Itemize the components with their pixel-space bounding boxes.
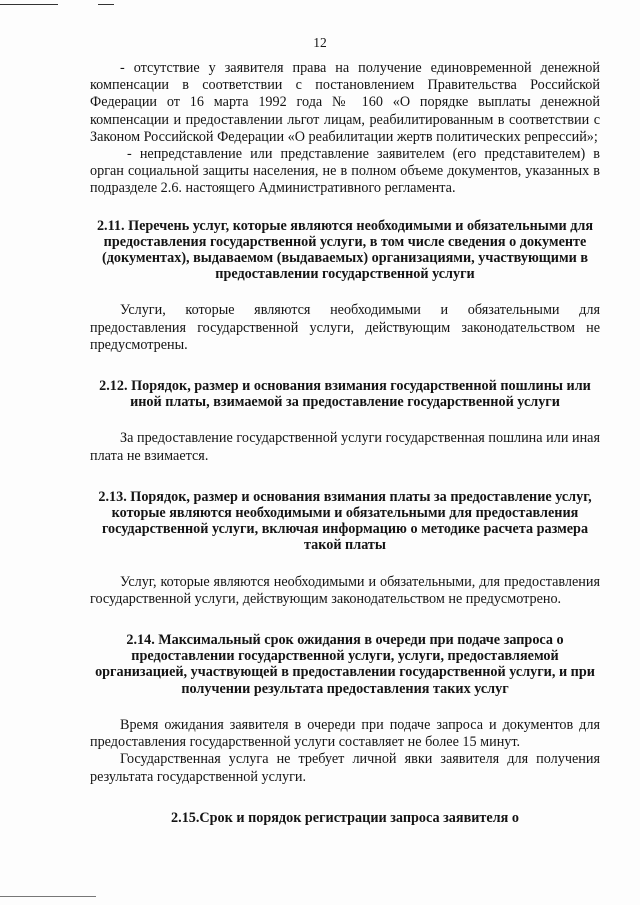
paragraph: - отсутствие у заявителя права на получение единовременной денежной компенсации в соответствии с постановлением Правительства Российской Федерации от 16 марта 1992 года № 160 «О порядке выплаты денежной компенсации и предоставлении льгот лицам, реабилитированным в соответствии с Законом Российской Федерации «О реабилитации жертв политических репрессий»; <box>90 60 600 145</box>
paragraph: Услуг, которые являются необходимыми и обязательными, для предоставления государственной услуги, действующим законодательством не предусмотрено. <box>90 573 600 607</box>
paragraph: Государственная услуга не требует личной явки заявителя для получения результата государственной услуги. <box>90 751 600 785</box>
paragraph: Услуги, которые являются необходимыми и обязательными для предоставления государственной услуги, действующим законодательством не предусмотрены. <box>90 302 600 353</box>
document-body <box>90 60 600 826</box>
paragraph: Время ожидания заявителя в очереди при подаче запроса и документов для предоставления государственной услуги составляет не более 15 минут. <box>90 716 600 751</box>
section-heading: 2.15.Срок и порядок регистрации запроса заявителя о <box>171 809 519 826</box>
scan-edge-line-bottom <box>0 896 96 897</box>
scan-edge-line-left <box>0 4 58 5</box>
paragraph: За предоставление государственной услуги государственная пошлина или иная плата не взимается. <box>90 430 600 464</box>
section-heading: 2.12. Порядок, размер и основания взимания государственной пошлины или иной платы, взимаемой за предоставление государственной услуги <box>99 378 591 411</box>
section-heading: 2.14. Максимальный срок ожидания в очереди при подаче запроса о предоставлении государственной услуги, услуги, предоставляемой организацией, участвующей в предоставлении государственной услуги, и при получении результата предоставления таких услуг <box>95 632 595 697</box>
section-heading: 2.13. Порядок, размер и основания взимания платы за предоставление услуг, которые являются необходимыми и обязательными для предоставления государственной услуги, включая информацию о методике расчета размера такой платы <box>98 488 592 554</box>
section-heading: 2.11. Перечень услуг, которые являются необходимыми и обязательными для предоставления государственной услуги, в том числе сведения о документе (документах), выдаваемом (выдаваемых) организациями, участвующими в предоставлении государственной услуги <box>96 217 594 283</box>
paragraph: - непредставление или представление заявителем (его представителем) в орган социальной защиты населения, не в полном объеме документов, указанных в подразделе 2.6. настоящего Административного регламента. <box>90 146 600 197</box>
scan-edge-line-right <box>98 4 114 5</box>
page-number: 12 <box>313 35 327 50</box>
